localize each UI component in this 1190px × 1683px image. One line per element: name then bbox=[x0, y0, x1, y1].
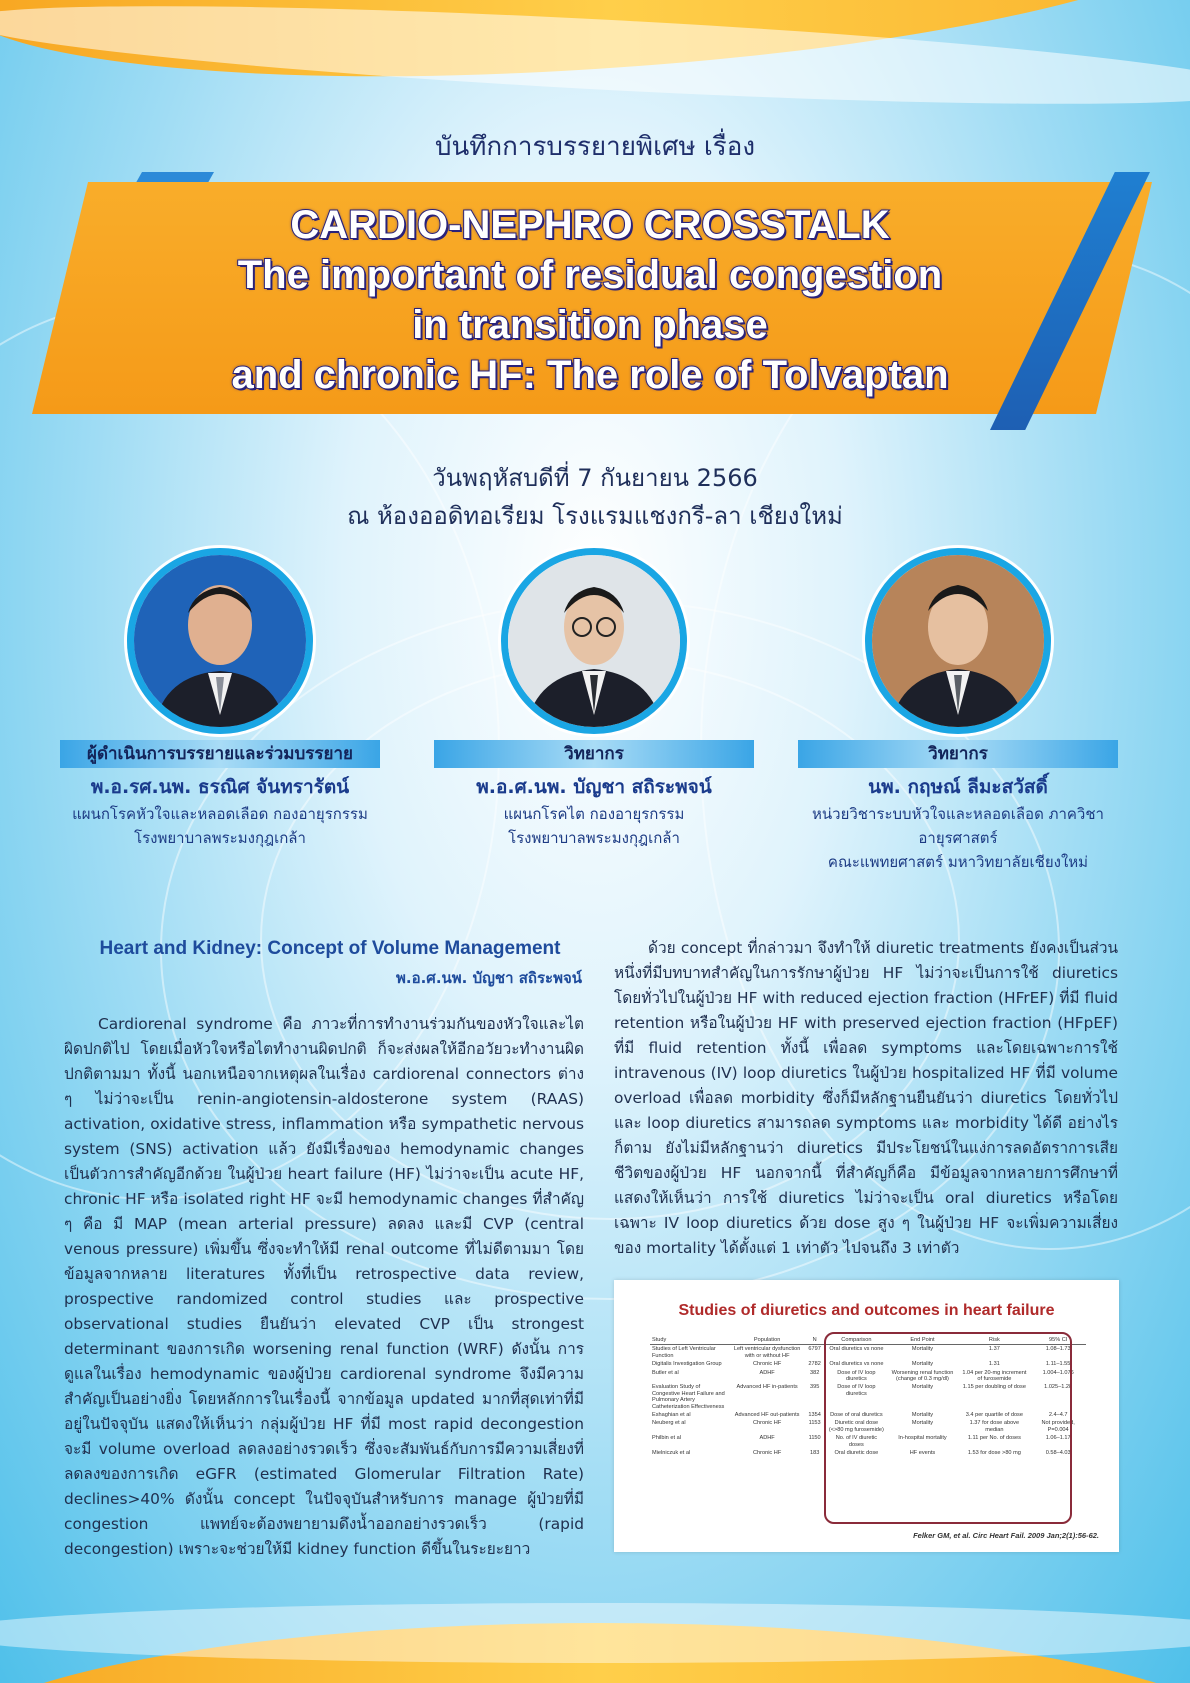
title-line-3: in transition phase bbox=[412, 303, 768, 347]
table-cell: Diuretic oral dose (<>80 mg furosemide) bbox=[828, 1420, 884, 1433]
column-header: Study bbox=[650, 1336, 731, 1345]
table-cell: 183 bbox=[809, 1450, 820, 1457]
table-cell: Mielniczuk et al bbox=[652, 1450, 691, 1457]
table-cell: Evaluation Study of Congestive Heart Failure and Pulmonary Artery Catheterization Effectiveness bbox=[652, 1384, 725, 1410]
table-cell: Dose of IV loop diuretics bbox=[837, 1369, 876, 1383]
table-cell: 1153 bbox=[808, 1420, 821, 1427]
table-cell: 1.53 for dose >80 mg bbox=[967, 1450, 1021, 1457]
title-line-1: CARDIO-NEPHRO CROSSTALK bbox=[290, 203, 890, 247]
table-cell: Mortality bbox=[911, 1384, 934, 1391]
table-cell: Mortality bbox=[911, 1420, 934, 1427]
table-cell: 382 bbox=[809, 1369, 820, 1376]
speaker-role: วิทยากร bbox=[798, 740, 1118, 768]
table-cell: 1.37 bbox=[988, 1346, 1000, 1353]
table-cell: Worsening renal function (change of 0.3 mg/dl) bbox=[891, 1369, 954, 1383]
table-cell: 1.31 bbox=[988, 1361, 1000, 1368]
table-cell: Chronic HF bbox=[752, 1450, 782, 1457]
speaker-name: พ.อ.ศ.นพ. บัญชา สถิระพจน์ bbox=[476, 776, 712, 798]
table-cell: 1.11–1.55 bbox=[1045, 1361, 1071, 1368]
table-cell: ADHF bbox=[759, 1369, 775, 1376]
speaker-name: พ.อ.รศ.นพ. ธรณิศ จันทรารัตน์ bbox=[90, 776, 350, 798]
table-cell: Oral diuretics vs none bbox=[829, 1361, 884, 1368]
article-title: Heart and Kidney: Concept of Volume Management bbox=[99, 938, 561, 959]
table-cell: Chronic HF bbox=[752, 1420, 782, 1427]
table-cell: 1.08–1.73 bbox=[1045, 1346, 1071, 1353]
table-cell: Mortality bbox=[911, 1361, 934, 1368]
table-cell: 1150 bbox=[808, 1435, 821, 1442]
table-cell: 0.58–4.03 bbox=[1045, 1450, 1071, 1457]
table-cell: 1.11 per No. of doses bbox=[967, 1435, 1021, 1442]
table-cell: Eshaghian et al bbox=[652, 1412, 691, 1419]
table-cell: 2782 bbox=[808, 1361, 821, 1368]
table-cell: Studies of Left Ventricular Function bbox=[652, 1346, 716, 1359]
speaker-affiliation-dept: แผนกโรคไต กองอายุรกรรม bbox=[503, 805, 685, 823]
table-cell: Dose of oral diuretics bbox=[830, 1412, 883, 1419]
figure-title: Studies of diuretics and outcomes in heart failure bbox=[678, 1302, 1055, 1319]
article-paragraph-left: Cardiorenal syndrome คือ ภาวะที่การทำงานร่วมกันของหัวใจและไตผิดปกติไป โดยเมื่อหัวใจหรือไตทำงานผิดปกติ ก็จะส่งผลให้อีกอวัยวะทำงานผิดปกติตามมา ทั้งนี้ นอกเหนือจากเหตุผลในเรื่อง cardiorenal connectors ต่าง ๆ ไม่ว่าจะเป็น renin-angiotensin-aldosterone system (RAAS) activation, oxidative stress, inflammation หรือ sympathetic nervous system (SNS) activation แล้ว ยังมีเรื่องของ hemodynamic changes เป็นตัวการสำคัญอีกด้วย ในผู้ป่วย heart failure (HF) ไม่ว่าจะเป็น acute HF, chronic HF หรือ isolated right HF จะมี hemodynamic changes ที่สำคัญ ๆ คือ มี MAP (mean arterial pressure) ลดลง และมี CVP (central venous pressure) เพิ่มขึ้น ซึ่งจะทำให้มี renal outcome ที่ไม่ดีตามมา โดยข้อมูลจากหลาย literatures ทั้งที่เป็น retrospective data review, prospective randomized control studies และ prospective observational studies ยืนยันว่า elevated CVP เป็น strongest determinant ของการเกิด worsening renal function (WRF) ดังนั้น การดูแลในเรื่อง hemodynamic ของผู้ป่วย cardiorenal syndrome จึงมีความสำคัญเป็นอย่างยิ่ง โดยหลักการในเรื่องนี้ จากข้อมูล updated มากที่สุดเท่าที่มีอยู่ในปัจจุบัน แสดงให้เห็นว่า กลุ่มผู้ป่วย HF ที่มี most rapid decongestion จะมี volume overload ลดลงอย่างรวดเร็ว ซึ่งจะสัมพันธ์กับการมีความเสี่ยงที่ลดลงของการเกิด eGFR (estimated Glomerular Filtration Rate) declines>40% ดังนั้น concept ในปัจจุบันสำหรับการ manage ผู้ป่วยที่มี congestion แพทย์จะต้องพยายามดึงน้ำออกอย่างรวดเร็ว (rapid decongestion) เพราะจะช่วยให้มี kidney function ดีขึ้นในระยะยาว bbox=[64, 1015, 584, 1558]
article-paragraph-right: ด้วย concept ที่กล่าวมา จึงทำให้ diuretic treatments ยังคงเป็นส่วนหนึ่งที่มีบทบาทสำคัญในการรักษาผู้ป่วย HF ไม่ว่าจะเป็นการใช้ diuretics โดยทั่วไปในผู้ป่วย HF with reduced ejection fraction (HFrEF) ที่มี fluid retention หรือในผู้ป่วย HF with preserved ejection fraction (HFpEF) ที่มี fluid retention ทั้งนี้ เพื่อลด symptoms และโดยเฉพาะการใช้ intravenous (IV) loop diuretics ในผู้ป่วย hospitalized HF ที่มี volume overload เพื่อลด morbidity ซึ่งก็มีหลักฐานยืนยันว่า diuretics โดยทั่วไป และ loop diuretics สามารถลด symptoms และ morbidity ได้ดี อย่างไรก็ตาม ยังไม่มีหลักฐานว่า diuretics มีประโยชน์ในแง่การลดอัตราการเสียชีวิตของผู้ป่วย HF นอกจากนี้ ที่สำคัญก็คือ มีข้อมูลจากหลายการศึกษาที่แสดงให้เห็นว่า การใช้ diuretics ไม่ว่าจะเป็น oral diuretics หรือโดยเฉพาะ IV loop diuretics ด้วย dose สูง ๆ ในผู้ป่วย HF จะเพิ่มความเสี่ยงของ mortality ได้ตั้งแต่ 1 เท่าตัว ไปจนถึง 3 เท่าตัว bbox=[614, 939, 1118, 1257]
diuretics-studies-figure bbox=[614, 1280, 1119, 1552]
article-author: พ.อ.ศ.นพ. บัญชา สถิระพจน์ bbox=[396, 969, 582, 987]
table-cell: 3.4 per quartile of dose bbox=[965, 1412, 1023, 1419]
speaker-role: ผู้ดำเนินการบรรยายและร่วมบรรยาย bbox=[60, 740, 380, 768]
table-cell: Oral diuretic dose bbox=[834, 1450, 879, 1457]
speaker-role: วิทยากร bbox=[434, 740, 754, 768]
highlight-box bbox=[824, 1332, 1072, 1524]
table-cell: No. of IV diuretic doses bbox=[835, 1435, 878, 1448]
table-cell: Mortality bbox=[911, 1412, 934, 1419]
table-cell: In-hospital mortality bbox=[898, 1435, 947, 1442]
column-header: Population bbox=[731, 1336, 803, 1345]
table-cell: Butler et al bbox=[652, 1369, 679, 1376]
table-cell: Mortality bbox=[911, 1346, 934, 1353]
speaker-affiliation-org: โรงพยาบาลพระมงกุฎเกล้า bbox=[508, 829, 680, 847]
table-cell: Oral diuretics vs none bbox=[829, 1346, 884, 1353]
table-cell: 1.025–1.28 bbox=[1044, 1384, 1073, 1391]
main-title bbox=[60, 200, 1120, 400]
title-line-2: The important of residual congestion bbox=[237, 253, 943, 297]
column-header: Comparison bbox=[826, 1336, 886, 1345]
table-cell: 1.06–1.17 bbox=[1045, 1435, 1071, 1442]
table-cell: 1.37 for dose above median bbox=[969, 1420, 1020, 1433]
table-cell: 2.4–4.7 bbox=[1048, 1412, 1068, 1419]
table-cell: Philbin et al bbox=[652, 1435, 681, 1442]
column-header: N bbox=[803, 1336, 826, 1345]
speaker-lecturer-2 bbox=[798, 548, 1118, 874]
column-header: Risk bbox=[958, 1336, 1030, 1345]
event-date: วันพฤหัสบดีที่ 7 กันยายน 2566 bbox=[432, 464, 758, 492]
table-cell: 1.15 per doubling of dose bbox=[962, 1384, 1026, 1391]
event-venue: ณ ห้องออดิทอเรียม โรงแรมแชงกรี-ลา เชียงใหม่ bbox=[347, 502, 843, 530]
speaker-photo bbox=[127, 548, 313, 734]
table-cell: Neuberg et al bbox=[652, 1420, 686, 1427]
table-cell: 1354 bbox=[808, 1412, 821, 1419]
table-cell: HF events bbox=[909, 1450, 936, 1457]
table-cell: 6797 bbox=[808, 1346, 821, 1353]
title-line-4: and chronic HF: The role of Tolvaptan bbox=[231, 353, 949, 397]
table-cell: Left ventricular dysfunction with or without HF bbox=[733, 1346, 801, 1359]
table-cell: Advanced HF out-patients bbox=[734, 1412, 800, 1419]
table-cell: 1.04 per 20-mg increment of furosemide bbox=[962, 1369, 1027, 1383]
speaker-affiliation-dept: หน่วยวิชาระบบหัวใจและหลอดเลือด ภาควิชาอายุรศาสตร์ bbox=[812, 805, 1104, 847]
table-cell: 395 bbox=[809, 1384, 820, 1391]
column-header: 95% CI bbox=[1030, 1336, 1086, 1345]
table-cell: Not provided, P=0.004 bbox=[1041, 1420, 1075, 1433]
speaker-photo bbox=[501, 548, 687, 734]
lecture-subtitle: บันทึกการบรรยายพิเศษ เรื่อง bbox=[434, 132, 756, 162]
figure-citation: Felker GM, et al. Circ Heart Fail. 2009 Jan;2(1):56-62. bbox=[913, 1531, 1099, 1540]
column-header: End Point bbox=[887, 1336, 959, 1345]
speaker-lecturer-1 bbox=[434, 548, 754, 850]
speaker-moderator bbox=[60, 548, 380, 850]
table-cell: Chronic HF bbox=[752, 1361, 782, 1368]
speaker-name: นพ. กฤษณ์ ลีมะสวัสดิ์ bbox=[868, 776, 1048, 798]
speaker-affiliation-org: โรงพยาบาลพระมงกุฎเกล้า bbox=[134, 829, 306, 847]
speaker-affiliation-dept: แผนกโรคหัวใจและหลอดเลือด กองอายุรกรรม bbox=[72, 805, 368, 823]
table-cell: Digitalis Investigation Group bbox=[652, 1361, 722, 1368]
table-cell: Advanced HF in-patients bbox=[736, 1384, 798, 1391]
speaker-affiliation-org: คณะแพทยศาสตร์ มหาวิทยาลัยเชียงใหม่ bbox=[827, 853, 1089, 871]
table-cell: ADHF bbox=[759, 1435, 775, 1442]
table-cell: 1.004–1.076 bbox=[1042, 1369, 1074, 1376]
speaker-photo bbox=[865, 548, 1051, 734]
table-cell: Dose of IV loop diuretics bbox=[837, 1384, 876, 1397]
